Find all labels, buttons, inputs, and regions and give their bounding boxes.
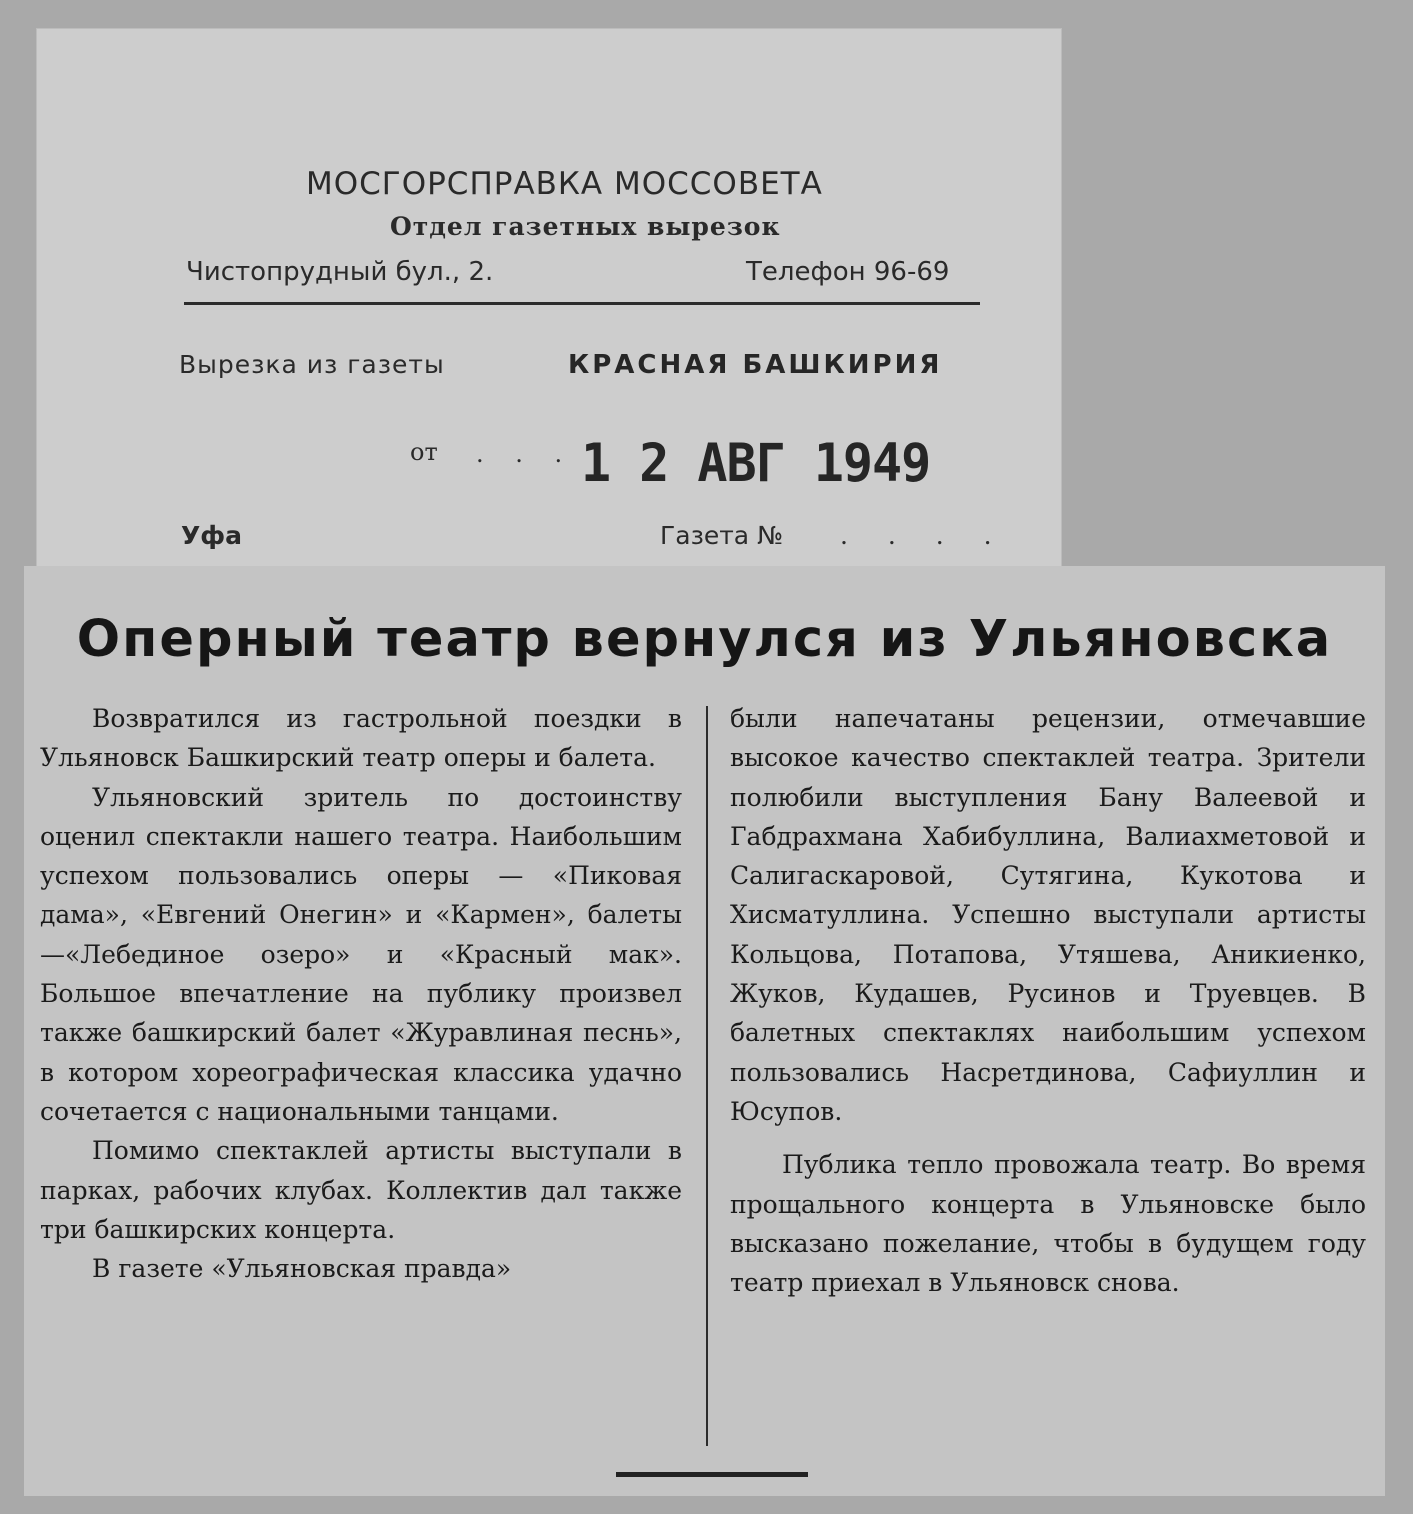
issue-leader-dots: . . . . <box>840 521 1008 550</box>
date-from-label: от <box>410 438 438 466</box>
department-name: Отдел газетных вырезок <box>390 212 781 241</box>
date-leader-dots: . . . <box>476 440 575 468</box>
article-clipping <box>24 566 1385 1496</box>
header-rule <box>184 302 980 305</box>
agency-phone: Телефон 96-69 <box>746 257 950 287</box>
agency-address: Чистопрудный бул., 2. <box>186 257 494 287</box>
clipping-label: Вырезка из газеты <box>179 350 445 379</box>
article-left-column <box>40 699 682 1288</box>
article-paragraph: были напечатаны рецензии, отмечавшие высокое качество спектаклей театра. Зрители полюбили выступления Бану Валеевой и Габдрахмана Хабибуллина, Валиахметовой и Салигаскаровой, Сутягина, Кукотова и Хисматуллина. Успешно выступали артисты Кольцова, Потапова, Утяшева, Аникиенко, Жуков, Кудашев, Русинов и Труевцев. В балетных спектаклях наибольшим успехом пользовались Насретдинова, Сафиуллин и Юсупов. <box>730 704 1366 1126</box>
article-end-rule <box>616 1472 808 1477</box>
article-paragraph: Ульяновский зритель по достоинству оценил спектакли нашего театра. Наибольшим успехом пользовались оперы — «Пиковая дама», «Евгений Онегин» и «Кармен», балеты—«Лебединое озеро» и «Красный мак». Большое впечатление на публику произвел также башкирский балет «Журавлиная песнь», в котором хореографическая классика удачно сочетается с национальными танцами. <box>40 782 682 1126</box>
article-paragraph: Помимо спектаклей артисты выступали в парках, рабочих клубах. Коллектив дал также три башкирских концерта. <box>40 1136 682 1244</box>
article-paragraph: Публика тепло провожала театр. Во время прощального концерта в Ульяновске было высказано пожелание, чтобы в будущем году театр приехал в Ульяновск снова. <box>730 1150 1366 1298</box>
column-divider <box>706 706 708 1446</box>
article-headline: Оперный театр вернулся из Ульяновска <box>76 610 1333 669</box>
date-stamp: 1 2 АВГ 1949 <box>581 432 931 494</box>
issue-label: Газета № <box>660 521 784 550</box>
article-paragraph: В газете «Ульяновская правда» <box>92 1254 512 1284</box>
article-paragraph: Возвратился из гастрольной поездки в Ульяновск Башкирский театр оперы и балета. <box>40 704 682 773</box>
agency-name: МОСГОРСПРАВКА МОССОВЕТА <box>306 166 823 202</box>
article-right-column <box>730 699 1366 1302</box>
bureau-header-slip <box>36 28 1062 588</box>
city-name: Уфа <box>181 521 242 550</box>
newspaper-name: КРАСНАЯ БАШКИРИЯ <box>568 350 943 380</box>
